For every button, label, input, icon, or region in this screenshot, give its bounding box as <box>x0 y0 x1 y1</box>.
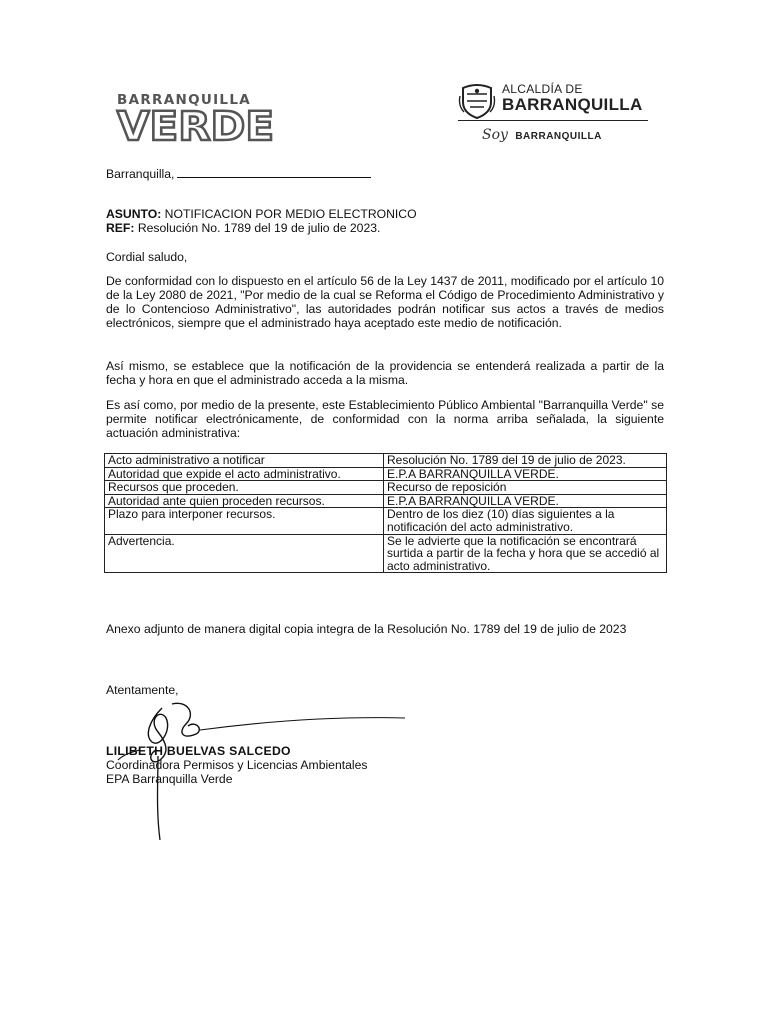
table-cell-label: Autoridad ante quien proceden recursos. <box>105 494 384 508</box>
signer-organization: EPA Barranquilla Verde <box>106 772 233 786</box>
signer-title: Coordinadora Permisos y Licencias Ambientales <box>106 758 368 772</box>
soy-text: Soy <box>482 127 508 143</box>
closing: Atentamente, <box>106 683 179 697</box>
table-row <box>105 454 667 468</box>
table-cell-value: E.P.A BARRANQUILLA VERDE. <box>384 494 667 508</box>
table-cell-label: Advertencia. <box>105 534 384 573</box>
logo-line-2: VERDE <box>117 104 275 150</box>
table-cell-value: Resolución No. 1789 del 19 de julio de 2023. <box>384 454 667 468</box>
table-row <box>105 508 667 534</box>
table-cell-value: Recurso de reposición <box>384 481 667 495</box>
ref-text: Resolución No. 1789 del 19 de julio de 2023. <box>134 221 381 235</box>
place-date-line <box>106 165 371 181</box>
paragraph-legal-basis: De conformidad con lo dispuesto en el artículo 56 de la Ley 1437 de 2011, modificado por el artículo 10 de la Ley 2080 de 2021, "Por medio de la cual se Reforma el Código de Procedimiento Administrativo y de lo Contencioso Administrativo", las autoridades podrán notificar sus actos a través de medios electrónicos, siempre que el administrado haya aceptado este medio de notificación. <box>106 274 664 330</box>
logo-line-1: BARRANQUILLA <box>117 92 251 108</box>
alcaldia-de-text: ALCALDÍA DE <box>502 82 583 96</box>
barranquilla-text: BARRANQUILLA <box>502 95 643 114</box>
ref-line <box>106 221 380 235</box>
soy-barranquilla-text: BARRANQUILLA <box>515 131 602 142</box>
table-cell-label: Autoridad que expide el acto administrativo. <box>105 467 384 481</box>
table-cell-label: Plazo para interponer recursos. <box>105 508 384 534</box>
table-row <box>105 481 667 495</box>
table-row <box>105 494 667 508</box>
annex-note: Anexo adjunto de manera digital copia integra de la Resolución No. 1789 del 19 de julio de 2023 <box>106 622 627 636</box>
table-row <box>105 467 667 481</box>
coat-of-arms-icon <box>458 82 496 120</box>
table-cell-value: Dentro de los diez (10) días siguientes a la notificación del acto administrativo. <box>384 508 667 534</box>
greeting: Cordial saludo, <box>106 250 188 264</box>
table-cell-label: Acto administrativo a notificar <box>105 454 384 468</box>
place-label: Barranquilla, <box>106 167 175 181</box>
ref-label: REF: <box>106 221 135 235</box>
table-cell-label: Recursos que proceden. <box>105 481 384 495</box>
table-cell-value: E.P.A BARRANQUILLA VERDE. <box>384 467 667 481</box>
paragraph-notification-intro: Es así como, por medio de la presente, este Establecimiento Público Ambiental "Barranquilla Verde" se permite notificar electrónicamente, de conformidad con la norma arriba señalada, la siguiente actuación administrativa: <box>106 398 664 440</box>
logo-divider <box>458 120 648 121</box>
signer-name: LILIBETH BUELVAS SALCEDO <box>106 744 291 758</box>
barranquilla-verde-logo <box>117 92 275 150</box>
subject-label: ASUNTO: <box>106 207 162 221</box>
date-blank-line <box>177 165 371 178</box>
administrative-act-table <box>104 453 667 573</box>
table-cell-value: Se le advierte que la notificación se encontrará surtida a partir de la fecha y hora que se accedió al acto administrativo. <box>384 534 667 573</box>
paragraph-notification-time: Así mismo, se establece que la notificación de la providencia se entenderá realizada a partir de la fecha y hora en que el administrado acceda a la misma. <box>106 359 664 387</box>
subject-line <box>106 207 417 221</box>
table-row <box>105 534 667 573</box>
subject-text: NOTIFICACION POR MEDIO ELECTRONICO <box>161 207 417 221</box>
